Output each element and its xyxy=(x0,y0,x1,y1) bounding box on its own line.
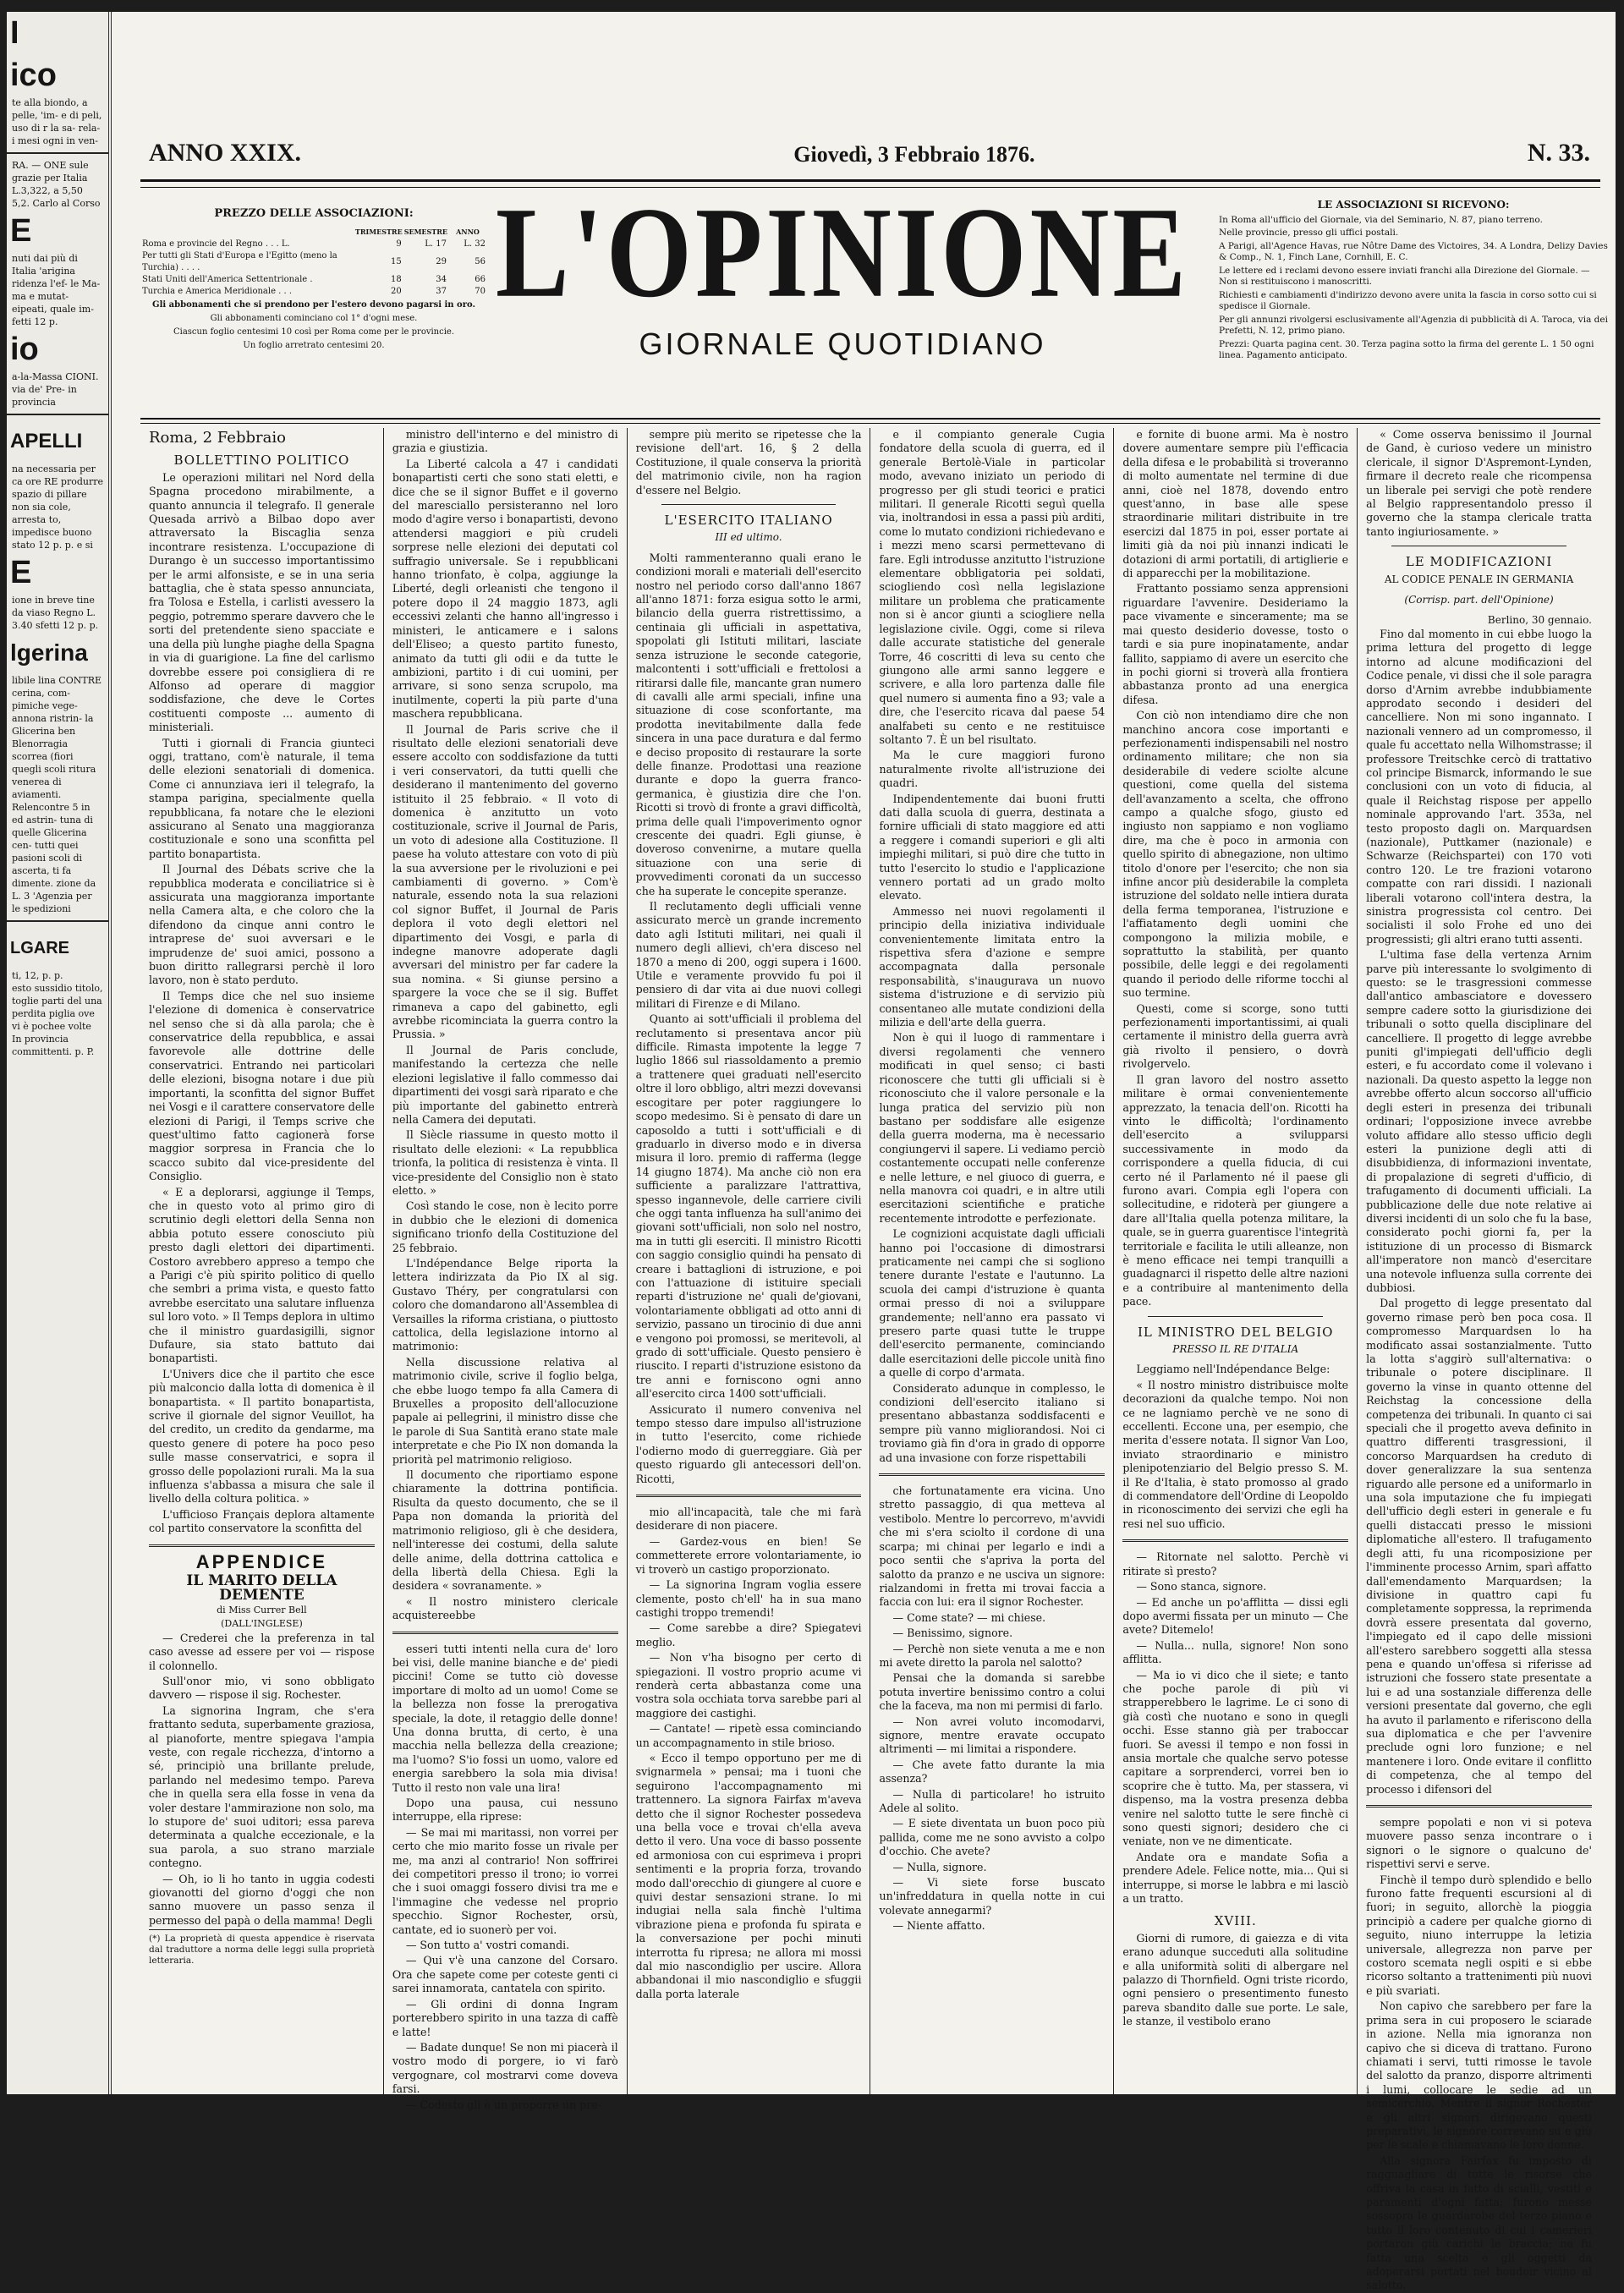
correspondent-note: (Corrisp. part. dell'Opinione) xyxy=(1404,594,1554,606)
article-paragraph: Le cognizioni acquistate dagli ufficiali hanno poi l'occasione di dimostrarsi praticamente nei campi che si sogliono tenere durante l'estate e l'autunno. La scuola dei campi d'istruzione è quanta ormai presso di noi a sviluppare grandemente; nell'anno era passato vi presero parte quasi tutte le truppe dell'esercito permanente, cominciando dalle esercitazioni delle piccole unità fino a quelle di corpo d'armata. xyxy=(879,1227,1106,1380)
article-paragraph: — Che avete fatto durante la mia assenza? xyxy=(879,1758,1106,1786)
article-paragraph: Il reclutamento degli ufficiali venne assicurato mercè un grande incremento dato agli Istituti militari, nei quali il numero degli allievi, ch'era disceso nel 1870 a meno di 200, oggi supera i 1600. Utile e veramente provvido fu poi il pensiero di dar vita ai due nuovi collegi militari di Firenze e di Milano. xyxy=(635,900,862,1010)
prices-note: Gli abbonamenti cominciano col 1° d'ogni mese. xyxy=(210,314,418,323)
prices-note: Un foglio arretrato centesimi 20. xyxy=(243,341,385,350)
strip-text: a-la-Massa CIONI. via de' Pre- in provincia xyxy=(12,371,99,408)
article-paragraph: — Nulla... nulla, signore! Non sono afflitta. xyxy=(1122,1638,1349,1666)
article-paragraph: — Ma io vi dico che il siete; e tanto che poche parole di più vi strapperebbero le lagrime. Le ci sono di già costì che nuotano e sono in quegli occhi. Esse stanno già per traboccar fuori. Se avessi il tempo e non fossi in ansia mortale che qualche servo potesse capitare a sorprenderci, vorrei ben io scoprire che è tutto. Ma, per stassera, vi dispenso, ma la vostra presenza debba venire nel salotto tutte le sere finchè ci sono questi signori; desidero che ci veniate, non ve ne dimenticate. xyxy=(1122,1668,1349,1848)
section-subheading: III ed ultimo. xyxy=(715,531,782,544)
strip-text: nuti dai più di Italia 'arigina ridenza l'ef- le Ma- ma e mutat- eipeati, quale im- fetti 12 p. xyxy=(12,253,101,327)
article-paragraph: — Benissimo, signore. xyxy=(892,1626,1013,1640)
issue-line xyxy=(149,139,1590,167)
prices-note: Ciascun foglio centesimi 10 così per Roma come per le provincie. xyxy=(173,327,455,337)
column-6 xyxy=(1358,428,1600,2292)
strip-heading: ico xyxy=(10,58,57,93)
strip-heading: lgerina xyxy=(10,639,88,666)
article-paragraph: mio all'incapacità, tale che mi farà desiderare di non piacere. xyxy=(635,1506,862,1533)
article-paragraph: — Ritornate nel salotto. Perchè vi ritirate sì presto? xyxy=(1122,1550,1349,1577)
strip-text: libile lina CONTRE cerina, com- pimiche vege- annona ristrin- la Glicerina ben Blenorragia scorrea (fiori quegli scoli ritura venerea di aviamenti. Relencontre 5 in ed astrin- tuna di quelle Glicerina cen- tutti quei pasioni scoli di ascerta, ti fa dimente. zione da L. 3 'Agenzia per le spedizioni xyxy=(12,675,102,914)
strip-heading: I xyxy=(10,15,19,51)
column-3 xyxy=(628,428,871,2094)
article-paragraph: esseri tutti intenti nella cura de' loro bei visi, delle manine bianche e de' piedi piccini! Come se tutto ciò dovesse importare di molto ad un uomo! Come se la bellezza non fosse la prerogativa speciale, la dote, il retaggio delle donne! Una donna brutta, di certo, è una macchia nella bellezza della creazione; ma l'uomo? S'io fossi un uomo, valore ed energia sarebbero la sola mia divisa! Tutto il resto non vale una lira! xyxy=(392,1642,618,1794)
article-paragraph: — Codesto gli è un proporre un pre- xyxy=(405,2098,601,2111)
article-paragraph: — Gli ordini di donna Ingram porterebbero spirito in una tazza di caffè e latte! xyxy=(392,1997,618,2038)
issue-year: ANNO XXIX. xyxy=(149,139,301,167)
section-heading: BOLLETTINO POLITICO xyxy=(173,453,350,469)
assoc-line: Nelle provincie, presso gli uffici postali. xyxy=(1219,228,1399,238)
masthead xyxy=(479,181,1206,362)
column-5 xyxy=(1114,428,1358,2094)
article-paragraph: — Sono stanca, signore. xyxy=(1136,1580,1267,1594)
article-paragraph: — Niente affatto. xyxy=(892,1919,985,1933)
article-paragraph: e il compianto generale Cugia fondatore della scuola di guerra, ed il generale Bertolè-Viale in particolar modo, avevano iniziato un periodo di progresso per gli studi teorici e pratici militari. Il generale Ricotti seguì quella via, inoltrandosi in essa a passi più arditi, come lo mutato condizioni richiedevano e i mezzi meno scarsi permettevano di fare. Egli introdusse anzitutto l'istruzione elementare obbligatoria pei soldati, sciogliendo così nella legislazione militare un problema che praticamente non si è ancor giunti a sciogliere nella legislazione civile. Oggi, come si rileva dalle accurate statistiche del generale Torre, 46 coscritti di leva su cento che giungono alle armi sanno leggere e scrivere, e alla loro partenza dalle file quel numero si aumenta fino a 93; vale a dire, che l'esercito ricava dal paese 54 analfabeti su cento e ne restituisce soltanto 7. È un bel risultato. xyxy=(879,428,1106,746)
article-paragraph: Così stando le cose, non è lecito porre in dubbio che le elezioni di domenica significano trionfo della Costituzione del 25 febbraio. xyxy=(392,1199,618,1254)
strip-text: ti, 12, p. p. xyxy=(12,970,63,981)
strip-heading: E xyxy=(10,213,32,249)
prices-table xyxy=(140,225,487,298)
article-paragraph: Quanto ai sott'ufficiali il problema del reclutamento si presentava ancor più difficile. Rimasta impotente la legge 7 luglio 1866 sul riassoldamento a premio a trattenere quei graduati nell'esercito oltre il loro obbligo, altri mezzi dovevansi escogitare per poter raggiungere lo scopo medesimo. Si è pensato di dare un caposoldo a tutti i sott'ufficiali e di graduarlo in diverso modo e in diversa misura il loro. premio di rafferma (legge 14 giugno 1874). Ma anche ciò non era sufficiente a paralizzare l'attrattiva, spesso ingannevole, delle carriere civili che oggi tanta influenza ha sull'animo dei giovani sott'ufficiali, non solo nel nostro, ma in tutti gli eserciti. Il ministro Ricotti con saggio consiglio quindi ha pensato di creare i battaglioni di istruzione, e poi con l'attuazione di istituire speciali reparti d'istruzione ne' quali de'giovani, volontariamente obbligati ad otto anni di servizio, passano un tirocinio di due anni e vengono poi promossi, se meritevoli, al grado di sott'ufficiale. Questo pensiero è riuscito. I reparti d'istruzione esistono da tre anni e forniscono ogni anno all'esercito circa 1400 sott'ufficiali. xyxy=(635,1012,862,1401)
article-paragraph: Dal progetto di legge presentato dal governo rimase però ben poca cosa. Il compromesso Marquardsen lo ha modificato assai sostanzialmente. Tutto la lotta s'aggirò sull'alternativa: o tribunale o potere disciplinare. Il governo la vinse in quanto ottenne del Reichstag la concessione della competenza dei tribunali. In quanto ci sai speciali che il progetto aveva definito in quattro differenti trasgressioni, il concorso Marquardsen ha creduto di dover generalizzare la sua sentenza riguardo alle persone ed a uniformarlo in una sola imputazione che fu impiegati dell'ufficio degli esteri in generale e fu quelli distaccati presso le missioni diplomatiche all'estero. Il trafugamento degli atti, fu una ricomposizione per l'imminente processo Arnim, sparì affatto dall'emendamento Marquardsen; la divisione in quattro capi fu completamente soppressa, la reprimenda dovrà essere presentata dal governo, l'impiegato ed il capo delle missioni all'estero sarebbero soggetti alla stessa pena e quando un'offesa si riferisse ad istruzioni che fossero state presentate a lui e ad una sostanziale differenza delle versioni presentate dal governo, che egli ha avuto il parlamento e riferiscono della sua diplomatica e che per l'avvenire preclude ogni loro funzione; e nel mantenere i loro. Onde evitare il conflitto di competenza, che al tempo del processo i difensori del xyxy=(1366,1297,1592,1796)
assoc-line: In Roma all'ufficio del Giornale, via del Seminario, N. 87, piano terreno. xyxy=(1219,214,1543,225)
prices-row: Stati Uniti dell'America Settentrionale . 18 34 66 xyxy=(142,275,486,284)
column-4 xyxy=(870,428,1114,2094)
article-paragraph: — Oh, io li ho tanto in uggia codesti giovanotti del giorno d'oggi che non sanno muovere un passo senza il permesso del papà o della mamma! Degli xyxy=(149,1872,375,1927)
article-paragraph: Sull'onor mio, vi sono obbligato davvero — rispose il sig. Rochester. xyxy=(149,1674,375,1702)
section-heading: LE MODIFICAZIONI xyxy=(1405,554,1553,570)
strip-text: RA. — ONE sule grazie per Italia L.3,322, a 5,50 5,2. Carlo al Corso xyxy=(12,160,101,209)
article-paragraph: Non è qui il luogo di rammentare i diversi regolamenti che vennero modificati in quel senso; ci basti riconoscere che tutti gli ufficiali si è riconosciuto che il valore personale e la lunga pratica del servizio più non bastano per soddisfare alle esigenze della guerra moderna, ma è necessario congiungervi il sapere. Li vediamo perciò costantemente occupati nelle conferenze e nelle letture, e nel giuoco di guerra, e nella manovra coi quadri, e in altre utili esercitazioni scientifiche e pratiche recentemente introdotte e perfezionate. xyxy=(879,1031,1106,1225)
strip-text: ione in breve tine da viaso Regno L. 3.40 sfetti 12 p. p. xyxy=(12,595,99,631)
novel-subtitle: (DALL'INGLESE) xyxy=(221,1618,303,1630)
section-heading: IL MINISTRO DEL BELGIO xyxy=(1137,1324,1334,1340)
article-paragraph: — Ed anche un po'afflitta — dissi egli dopo avermi fissata per un minuto — Che avete? Ditemelo! xyxy=(1122,1595,1349,1637)
article-paragraph: L'Indépendance Belge riporta la lettera indirizzata da Pio IX al sig. Gustavo Théry, per congratularsi con coloro che domandarono all'Assemblea di Versailles la riforma cristiana, o piuttosto cattolica, della legislazione intorno al matrimonio: xyxy=(392,1256,618,1353)
article-paragraph: Assicurato il numero conveniva nel tempo stesso dare impulso all'istruzione in tutto l'esercito, come richiede l'odierno modo di guerreggiare. Già per questo riguardo gli antecessori dell'on. Ricotti, xyxy=(635,1402,862,1485)
article-paragraph: — Come sarebbe a dire? Spiegatevi meglio. xyxy=(635,1621,862,1648)
prices-col-header: ANNO xyxy=(456,228,480,236)
issue-date: Giovedì, 3 Febbraio 1876. xyxy=(793,142,1035,167)
article-paragraph: Finchè il tempo durò splendido e bello furono fatte frequenti escursioni al di fuori; in seguito, allorchè la pioggia principiò a cadere per qualche giorno di seguito, niuno interruppe la letizia universale, allegrezza non parve per costoro scemata negli ospiti e si ebbe ricorso soltanto a trattenimenti più nuovi e più svariati. xyxy=(1366,1873,1592,1997)
novel-author: di Miss Currer Bell xyxy=(217,1604,307,1616)
article-paragraph: Frattanto possiamo senza apprensioni riguardare l'avvenire. Desideriamo la pace vivamente e sinceramente; ma se mai questo desiderio dovesse, tosto o tardi e sia pure inopinatamente, andar fallito, sappiamo di avere un esercito che in pochi giorni si troverà alla frontiera abbastanza pronto ad una energica difesa. xyxy=(1122,582,1349,706)
article-paragraph: — Badate dunque! Se non mi piacerà il vostro modo di porgere, io vi farò vergognare, col mostrarvi come doveva farsi. xyxy=(392,2040,618,2096)
newspaper-page xyxy=(7,12,1616,2292)
section-subheading: PRESSO IL RE D'ITALIA xyxy=(1172,1343,1299,1355)
assoc-line: Le lettere ed i reclami devono essere inviati franchi alla Direzione del Giornale. — Non si restituiscono i manoscritti. xyxy=(1219,265,1590,287)
article-paragraph: Ammesso nei nuovi regolamenti il principio della iniziativa individuale convenientemente limitata entro la rispettiva sfera d'azione e sempre accompagnata dalla personale responsabilità, s'inaugurava un nuovo sistema d'istruzione e di servizio più consentaneo alle mutate condizioni della milizia e dell'arte della guerra. xyxy=(879,904,1106,1029)
article-paragraph: — Qui v'è una canzone del Corsaro. Ora che sapete come per coteste genti ci sarei innamorata, cantatela con spirito. xyxy=(392,1954,618,1995)
article-paragraph: Il Temps dice che nel suo insieme l'elezione di domenica è conservatrice nel senso che si dà alla parola; che è conservatrice della repubblica, e assai favorevole alle dottrine delle conservatrici. Entrando nei particolari delle elezioni, bisogna notare i due più importanti, la sconfitta del signor Buffet nei Vosgi e il carattere conservatore delle elezioni di Parigi, il Temps scrive che quest'ultimo fatto cagionerà forse maggior sorpresa in Francia che lo scacco subito dal vice-presidente del Consiglio. xyxy=(149,989,375,1183)
article-paragraph: — Gardez-vous en bien! Se commetterete errore volontariamente, io vi troverò un castigo proporzionato. xyxy=(635,1534,862,1576)
section-heading: L'ESERCITO ITALIANO xyxy=(664,513,833,529)
article-paragraph: Pensai che la domanda si sarebbe potuta invertire benissimo contro a colui che la faceva, ma non mi permisi di farlo. xyxy=(879,1671,1106,1713)
article-paragraph: Fino dal momento in cui ebbe luogo la prima lettura del progetto di legge intorno ad alcune modificazioni del Codice penale, vi dissi che il sole paragra dorso d'Arnim avrebbe indubbiamente approdato secondo i desideri del cancelliere. Non mi sono ingannato. I nazionali vennero ad un compromesso, il quale fu accettato nella Wilhomstrasse; il professore Treitschke cercò di trattativo col principe Bismarck, informando le sue conclusioni con un voto di fiducia, al quale il Reichstag rispose per appello nominale approvando l'art. 353a, nel testo proposto dagli on. Marquardsen (nazionale), Puttkamer (nazionale) e Schwarze (Reichspartei) con 170 voti contro 120. Le tre frazioni votarono compatte con rari dissidi. I nazionali liberali votarono coll'intera destra, la sinistra progressista col centro. Dei socialisti il solo Frohe ed uno dei progressisti; gli altri erano tutti assenti. xyxy=(1366,627,1592,946)
prices-row: Per tutti gli Stati d'Europa e l'Egitto (meno la Turchia) . . . . 15 29 56 xyxy=(142,251,486,272)
assoc-line: Prezzi: Quarta pagina cent. 30. Terza pagina sotto la firma del gerente L. 1 50 ogni linea. Pagamento anticipato. xyxy=(1219,338,1594,360)
article-paragraph: Giorni di rumore, di gaiezza e di vita erano adunque succeduti alla solitudine e alla uniformità soliti di albergare nel palazzo di Thornfield. Ogni triste ricordo, ogni pensiero o presentimento funesto pareva sbandito dalle sue porte. Le sale, le stanze, il vestibolo erano xyxy=(1122,1931,1349,2028)
prices-row: Turchia e America Meridionale . . . 20 37 70 xyxy=(142,287,486,296)
article-paragraph: Non capivo che sarebbero per fare la prima sera in cui proposero le sciarade in azione. Nella mia ignoranza non capivo che si diceva di trattano. Furono chiamati i servi, tutti rimosse le tavole del salotto da pranzo, disporre altrimenti i lumi, collocare le sedie ad un semicerchio. Mentre il signor Rochester e gli altri signori dirigevano questi preparativi, le signore correvano su e giù per le scale e chiamavano le loro donne. xyxy=(1366,2000,1592,2152)
article-paragraph: ministro dell'interno e del ministro di grazia e giustizia. xyxy=(392,428,618,455)
article-paragraph: Il documento che riportiamo espone chiaramente la dottrina pontificia. Risulta da questo documento, che se il Papa non domanda la priorità del matrimonio religioso, gli è che desidera, nell'interesse dei costumi, della salute delle anime, della dottrina cattolica e della libertà della Chiesa. Egli la desidera « sovranamente. » xyxy=(392,1468,618,1593)
article-paragraph: — Perchè non siete venuta a me e non mi avete diretto la parola nel salotto? xyxy=(879,1642,1106,1669)
article-paragraph: — Non avrei voluto incomodarvi, signore, mentre eravate occupato altrimenti — mi limitai a rispondere. xyxy=(879,1714,1106,1756)
article-paragraph: — E siete diventata un buon poco più pallida, come me ne sono avvisto a colpo d'occhio. Che avete? xyxy=(879,1817,1106,1858)
assoc-line: A Parigi, all'Agence Havas, rue Nôtre Dame des Victoires, 34. A Londra, Delizy Davies & Comp., N. 1, Finch Lane, Cornhill, E. C. xyxy=(1219,240,1608,262)
article-paragraph: Il Journal de Paris conclude, manifestando la certezza che nelle elezioni legislative il fallo commesso dai dipartimenti dei vosgi sarà riparato e che più importante del gabinetto entrerà nella Camera dei deputati. xyxy=(392,1043,618,1126)
article-paragraph: Ma le cure maggiori furono naturalmente rivolte all'istruzione dei quadri. xyxy=(879,749,1106,790)
article-paragraph: Leggiamo nell'Indépendance Belge: xyxy=(1136,1363,1330,1376)
article-paragraph: Andate ora e mandate Sofia a prendere Adele. Felice notte, mia... Qui si interruppe, si morse le labbra e mi lasciò a un tratto. xyxy=(1122,1850,1349,1906)
main-page xyxy=(115,12,1616,2292)
subscription-prices xyxy=(140,208,487,354)
article-paragraph: — Nulla, signore. xyxy=(892,1860,987,1873)
article-paragraph: sempre popolati e non vi si poteva muovere passo senza incontrare o i signori o le signore o qualcuno de' rispettivi servi e serve. xyxy=(1366,1816,1592,1871)
article-paragraph: Considerato adunque in complesso, le condizioni dell'esercito italiano si presentano abbastanza soddisfacenti e sempre più vanno migliorandosi. Noi ci troviamo già fin d'ora in grado di opporre ad una invasione con forze rispettabili xyxy=(879,1381,1106,1464)
article-paragraph: — Son tutto a' vostri comandi. xyxy=(405,1939,570,1952)
article-paragraph: — Non v'ha bisogno per certo di spiegazioni. Il vostro proprio acume vi renderà certa abbastanza come una vostra sola occhiata torva sarebbe pari al maggiore dei castighi. xyxy=(635,1651,862,1720)
article-paragraph: La signorina Ingram, che s'era frattanto seduta, superbamente graziosa, al pianoforte, mentre spiegava l'ampia veste, con regale ricchezza, d'intorno a sé, principiò una brillante prelude, parlando nel medesimo tempo. Pareva che in quella sera ella fosse in vena da voler destare l'ammirazione non solo, ma lo stupore de' suoi uditori; essa pareva determinata a qualche eccezionale, e la sua parola, a suo strano marziale contegno. xyxy=(149,1703,375,1870)
article-paragraph: « Il nostro ministro distribuisce molte decorazioni da qualche tempo. Noi non ce ne lagniamo perchè ve ne sono di eccellenti. Eccone una, per esempio, che merita d'essere notata. Il signor Van Loo, inviato straordinario e ministro plenipotenziario del Belgio presso S. M. il Re d'Italia, è stato promosso al grado di commendatore dell'Ordine di Leopoldo in riconoscimento dei servizi che egli ha resi nel suo ufficio. xyxy=(1122,1378,1349,1530)
masthead-area xyxy=(115,12,1616,426)
strip-heading: E xyxy=(10,555,32,590)
prices-col-header: SEMESTRE xyxy=(403,228,447,236)
chapter-number: XVIII. xyxy=(1214,1913,1257,1929)
article-paragraph: — Nulla di particolare! ho istruito Adele al solito. xyxy=(879,1787,1106,1814)
newspaper-title: L'OPINIONE xyxy=(495,181,1190,325)
article-paragraph: L'Univers dice che il partito che esce più malconcio dalla lotta di domenica è il bonapartista. « Il partito bonapartista, scrive il giornale del signor Veuillot, ha del credito, un credito da gendarme, ma questo genere di potere ha poco peso sulle masse conservatrici, e sopra il grosso delle popolazioni rurali. Ma la sua influenza s'abbassa a misura che sale il livello della coltura politica. » xyxy=(149,1367,375,1506)
assoc-line: Richiesti e cambiamenti d'indirizzo devono avere unita la fascia in corso sotto cui si spedisce il Giornale. xyxy=(1219,289,1597,311)
prices-note: Gli abbonamenti che si prendono per l'estero devono pagarsi in oro. xyxy=(152,300,475,310)
strip-heading: io xyxy=(10,332,39,367)
newspaper-subtitle: GIORNALE QUOTIDIANO xyxy=(639,326,1046,361)
article-paragraph: Il Siècle riassume in questo motto il risultato delle elezioni: « La repubblica trionfa, la politica di resistenza è vinta. Il vice-presidente del Consiglio non è stato eletto. » xyxy=(392,1128,618,1197)
article-paragraph: « Il nostro ministero clericale acquistereebbe xyxy=(392,1594,618,1622)
novel-title: IL MARITO DELLA DEMENTE xyxy=(186,1572,337,1604)
article-paragraph: Nella discussione relativa al matrimonio civile, scrive il foglio belga, che ebbe luogo tempo fa alla Camera di Bruxelles a proposito dell'allocuzione papale ai pellegrini, il ministro disse che le parole di Sua Santità erano state male interpretate e che Pio IX non domanda la priorità pel matrimonio religioso. xyxy=(392,1355,618,1466)
article-paragraph: — Crederei che la preferenza in tal caso avesse ad essere per voi — rispose il colonnello. xyxy=(149,1631,375,1672)
article-paragraph: L'ultima fase della vertenza Arnim parve più interessante lo svolgimento di questo: se le trasgressioni commesse dall'antico ambasciatore e dovessero sempre cadere sotto la giurisdizione dei tribunali o sotto quella disciplinare del cancelliere. Il progetto di legge avrebbe puniti gl'impiegati dell'ufficio degli esteri, e fu accordato come il volevano i nazionali. Da questo aspetto la legge non avrebbe offerto alcun soccorso all'ufficio degli esteri in presenza dei tribunali ordinari; l'opposizione invece avrebbe voluto affidare allo stesso ufficio degli esteri la punizione degli atti di disubbidienza, di informazioni inventate, di propalazione di segreti d'ufficio, di trafugamento di documenti ufficiali. La pubblicazione delle due note relative ai diversi incidenti di un solo che fu la base, considerato pochi giorni fa, per la istituzione di un processo di Bismarck all'imperatore non mancò d'esercitare una notevole influenza sulla corrente dei dubbiosi. xyxy=(1366,948,1592,1294)
article-paragraph: — Se mai mi maritassi, non vorrei per certo che mio marito fosse un rivale per me, ma anzi al contrario! Non soffrirei dei competitori presso il trono; io vorrei che i suoi omaggi fossero divisi tra me e l'immagine che vedesse nel proprio specchio. Signor Rochester, orsù, cantate, ed io suonerò per voi. xyxy=(392,1825,618,1936)
article-paragraph: Il Journal de Paris scrive che il risultato delle elezioni senatoriali deve essere accolto con soddisfazione da tutti i veri conservatori, da tutti quelli che desiderano il mantenimento del governo istituito il 25 febbraio. « Il voto di domenica è anzitutto un voto costituzionale, scrive il Journal de Paris, un voto di adesione alla Costituzione. Il paese ha voluto attestare con voto di più la sua avversione per le rivoluzioni e pei cambiamenti di governo. » Com'è naturale, essendo nota la sua relazioni col signor Buffet, il Journal de Paris deplora il voto degli elettori nel dipartimento dei Vosgi, e parla di indegne manovre adoperate dagli avversari del ministro per far cadere la sua nomina. « Si giunse persino a spargere la voce che se il sig. Buffet rimaneva a capo del gabinetto, egli avrebbe ricominciata la guerra contro la Prussia. » xyxy=(392,722,618,1041)
section-subheading: AL CODICE PENALE IN GERMANIA xyxy=(1384,573,1574,585)
strip-text: esto sussidio titolo, toglie parti del una perdita piglia ove vi è pochee volte In provincia committenti. p. P. xyxy=(12,983,103,1057)
appendice-heading: APPENDICE xyxy=(195,1550,328,1572)
prices-col-header: TRIMESTRE xyxy=(354,228,403,236)
strip-text: te alla biondo, a pelle, 'im- e di peli, uso di r la sa- rela- i mesi ogni in ven- xyxy=(12,97,102,146)
article-paragraph: « Come osserva benissimo il Journal de Gand, è curioso vedere un ministro clericale, il signor D'Aspremont-Lynden, firmare il decreto reale che ricompensa un liberale pei servigi che potè rendere al Belgio rappresentandolo presso il governo che la stampa clericale tratta tanto ingiuriosamente. » xyxy=(1366,428,1592,538)
correspondent-date: Berlino, 30 gennaio. xyxy=(1487,614,1592,627)
dateline: Roma, 2 Febbraio xyxy=(149,429,286,447)
strip-text: na necessaria per ca ore RE produrre spazio di pillare non sia cole, arresta to, impedisce buono stato 12 p. p. e si xyxy=(12,464,103,551)
article-paragraph: Indipendentemente dai buoni frutti dati dalla scuola di guerra, destinata a fornire ufficiali di stato maggiore ed atti a reggere i comandi superiori e gli alti impieghi militari, si può dire che tutto in tutto l'esercito lo studio e l'applicazione vennero portati ad un grado molto elevato. xyxy=(879,792,1106,902)
column-2 xyxy=(384,428,628,2111)
subscription-offices xyxy=(1219,200,1608,364)
footnote: (*) La proprietà di questa appendice è riservata dal traduttore a norma delle leggi sulla proprietà letteraria. xyxy=(149,1929,375,1967)
prices-title: PREZZO DELLE ASSOCIAZIONI: xyxy=(214,207,414,220)
article-paragraph: « Ecco il tempo opportuno per me di svignarmela » pensai; ma i tuoni che seguirono l'accompagnamento mi trattennero. La signora Fairfax m'aveva detto che il signor Rochester possedeva una bella voce e trovai ch'ella aveva detto il vero. Una voce di basso possente ed armoniosa con cui esprimeva i propri sentimenti e la propria forza, trovando modo dall'orecchio di giungere al cuore e quivi destar sensazioni strane. Io mi indugiai nella sala finchè l'ultima vibrazione piena e profonda fu spirata e la conversazione per pochi minuti interrotta fu ripresa; ne allora mi mossi dal mio nascondiglio per uscire. Allora abbandonai il mio nascondiglio e sfuggii dalla porta laterale xyxy=(635,1751,862,2000)
article-paragraph: Il gran lavoro del nostro assetto militare è ormai convenientemente apprezzato, la tenacia dell'on. Ricotti ha vinto le difficoltà; l'ordinamento dell'esercito a svilupparsi successivamente in modo da corrispondere a quella fiducia, di cui certo né il Parlamento né il paese gli furono avari. Compia egli l'opera con sollecitudine, e ridoterà per giungere a dare all'Italia quella potenza militare, la quale, se in guerra guarentisce l'integrità territoriale e facilita le utili alleanze, non è meno efficace nei tempi tranquilli a guadagnarci il rispetto delle altre nazioni e a contribuire al mantenimento della pace. xyxy=(1122,1072,1349,1308)
article-paragraph: « E a deplorarsi, aggiunge il Temps, che in questo voto al primo giro di scrutinio degli elettori della Senna non abbia potuto essere conosciuto più presto dagli elettori dei dipartimenti. Costoro avrebbero appreso a tempo che a Parigi c'è più spirito politico di quello che sembri a prima vista, e questo fatto avrebbe esercitato una salutare influenza sul loro voto. » Il Temps deplora in ultimo che il ministro guardasigilli, signor Dufaure, sia stato battuto dai bonapartisti. xyxy=(149,1185,375,1365)
prices-row: Roma e provincie del Regno . . . L. 9 L. 17 L. 32 xyxy=(142,239,486,249)
adjacent-page-strip xyxy=(7,12,112,2094)
article-columns xyxy=(140,428,1600,2292)
article-paragraph: Molti rammenteranno quali erano le condizioni morali e materiali dell'esercito nostro nel periodo corso dall'anno 1867 all'anno 1871: forza esigua sotto le armi, bilancio della guerra ristrettissimo, a centinaia gli ufficiali in aspettativa, spopolati gli Istituti militari, lasciate senza istruzione le seconde categorie, malcontenti i sott'ufficiali e frettolosi a ritirarsi dalle file, mancante gran numero di cavalli alle armi speciali, infine una situazione di cose sconfortante, ma prodotta inevitabilmente dalla fede sincera in una pace duratura e dal fermo e deciso proposito di restaurare la sorte delle finanze. Prodottasi una reazione durante e dopo la guerra franco-germanica, è giustizia dire che l'on. Ricotti si trovò di fronte a gravi difficoltà, prima delle quali l'impoverimento ognor crescente dei quadri. Egli giunse, è doveroso convenirne, a mutare quella situazione con una serie di provvedimenti coronati da un successo che ha superate le concepite speranze. xyxy=(635,551,862,897)
strip-heading: APELLI xyxy=(10,430,83,453)
article-paragraph: e fornite di buone armi. Ma è nostro dovere aumentare sempre più l'efficacia della difesa e le probabilità si troveranno di molto aumentate nel termine di due anni, cioè nel 1878, dovendo entro quest'anno, in base alle spese straordinarie militari distribuite in tre esercizi dal 1875 in poi, esser portate ai limiti già da noi più innanzi indicati le dotazioni di armi portatili, di artiglierie e di apparecchi per la mobilitazione. xyxy=(1122,428,1349,580)
article-paragraph: Alla signora Fairfax fu imposto di ragguagliare di tutte le risorse che offriva la casa in fatto di scialli, vestiti e paramenti d'ogni fatta; furono messe sossopra le guardarobe del terzo piano e tutto il loro contenuto di cui i camerieri portaron giù carichi le braccia; ne fu fatta una scelta e gli oggetti da adoperarsi portati nel boudoir vicino al salotto. xyxy=(1366,2153,1592,2292)
article-paragraph: — La signorina Ingram voglia essere clemente, posto ch'ell' ha in sua mano castighi troppo tremendi! xyxy=(635,1578,862,1619)
article-paragraph: — Cantate! — ripetè essa cominciando un accompagnamento in stile brioso. xyxy=(635,1722,862,1749)
issue-number: N. 33. xyxy=(1527,139,1590,167)
article-paragraph: Questi, come si scorge, sono tutti perfezionamenti importantissimi, ai quali certamente il ministro della guerra avrà già rivolto il pensiero, o dovrà rivolgervelo. xyxy=(1122,1001,1349,1071)
strip-heading: LGARE xyxy=(10,939,69,957)
column-1 xyxy=(140,428,384,2094)
article-paragraph: che fortunatamente era vicina. Uno stretto passaggio, di qua metteva al vestibolo. Mentre lo percorrevo, m'avvidi che mi s'era sciolto il cordone di una scarpa; mi chinai per legarlo e indi a poco sentii che s'apriva la porta del salotto da pranzo e ne usciva un signore: rialzandomi in fretta mi trovai faccia a faccia con lui: era il signor Rochester. xyxy=(879,1484,1106,1609)
assoc-line: Per gli annunzi rivolgersi esclusivamente all'Agenzia di pubblicità di A. Taroca, via dei Prefetti, N. 12, primo piano. xyxy=(1219,314,1608,336)
article-paragraph: — Vi siete forse buscato un'infreddatura in quella notte in cui volevate annegarmi? xyxy=(879,1876,1106,1917)
article-paragraph: La Liberté calcola a 47 i candidati bonapartisti certi che sono stati eletti, e dice che se il signor Buffet e il governo del maresciallo persisteranno nel loro modo d'agire verso i bonapartisti, devono attendersi maggiori e più crudeli sorprese nelle elezioni dei deputati col suffragio universale. Se i repubblicani hanno trionfato, è colpa, aggiunge la Liberté, degli orleanisti che tengono il potere dopo il 24 maggio 1873, agli eccessivi zelanti che hanno all'ingresso i ministeri, le anticamere e i salons dell'Eliseo; a questo partito funesto, animato da tutti gli odii e da tutte le ambizioni, partito i di cui uomini, per arrivare, si sono senza scrupolo, ma inutilmente, coperti la più parte d'una maschera repubblicana. xyxy=(392,457,618,721)
article-paragraph: Tutti i giornali di Francia giunteci oggi, trattano, com'è naturale, il tema delle elezioni senatoriali di domenica. Come ci annunziava ieri il telegrafo, la stampa parigina, specialmente quella repubblicana, fa notare che le elezioni assicurano al Senato una maggioranza costituzionale e sono una sconfitta pel partito bonapartista. xyxy=(149,736,375,860)
article-paragraph: Con ciò non intendiamo dire che non manchino ancora cose importanti e perfezionamenti indispensabili nel nostro ordinamento militare; che non sia desiderabile di vedere sciolte alcune questioni, come quella del sistema dell'avanzamento a scelta, che offrono campo a qualche sfogo, giusto ed ingiusto non sappiamo e non vogliamo dire, ma che è poco in armonia con quello spirito di abnegazione, non ultimo titolo d'onore per l'esercito; che non sia infine ancor più desiderabile la completa istruzione del soldato nelle intiera durata della ferma temporanea, l'istruzione e l'affiatamento degli uomini che compongono la milizia mobile, e soprattutto la stabilità, per quanto possibile, delle leggi e dei regolamenti quando il periodo delle riforme tocchi al suo termine. xyxy=(1122,709,1349,1000)
article-paragraph: — Come state? — mi chiese. xyxy=(892,1610,1046,1624)
article-paragraph: L'ufficioso Français deplora altamente col partito conservatore la sconfitta del xyxy=(149,1507,375,1535)
article-paragraph: Dopo una pausa, cui nessuno interruppe, ella riprese: xyxy=(392,1797,618,1824)
article-paragraph: Le operazioni militari nel Nord della Spagna procedono mirabilmente, a quanto annuncia il telegrafo. Il generale Quesada arrivò a Bilbao dopo aver attraversato la Biscaglia senza incontrare resistenza. L'occupazione di Durango è un successo importantissimo per le armi alfonsiste, e se in una seria battaglia, che è stata spesso annunciata, fra Tolosa e Estella, i carlisti avessero la peggio, potremmo sperare davvero che le sorti del pretendente sieno spacciate e una della più lunghe piaghe della Spagna in via di guarigione. La fine del carlismo dovrebbe essere poi consigliera di re Alfonso ad operare di maggior soddisfazione, che deve le Cortes costituenti composte ... aumento di ministeriali. xyxy=(149,470,375,734)
assoc-title: LE ASSOCIAZIONI SI RICEVONO: xyxy=(1317,199,1510,211)
article-paragraph: sempre più merito se ripetesse che la revisione dell'art. 16, § 2 della Costituzione, il quale conserva la priorità del matrimonio civile, non ha ragion d'essere nel Belgio. xyxy=(635,428,862,496)
article-paragraph: Il Journal des Débats scrive che la repubblica moderata e conciliatrice si è assicurata una maggioranza importante nella Camera alta, e che coloro che la difendono da cinque anni contro le intraprese de' suoi avversari e le imprudenze de' suoi amici, possono a buon diritto rallegrarsi perchè il loro lavoro, non è stato perduto. xyxy=(149,863,375,987)
